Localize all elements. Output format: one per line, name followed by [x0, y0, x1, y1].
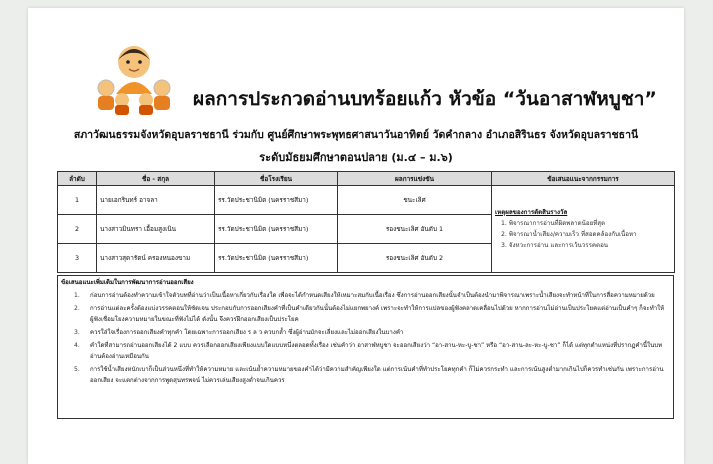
suggestions-box	[57, 275, 674, 419]
suggestions-heading: ข้อเสนอแนะเพิ่มเติมในการพัฒนาการอ่านออกเสียง	[61, 279, 194, 286]
column-header: ลำดับ	[58, 172, 97, 186]
school-cell: รร.วัดประชานิมิต (นครราชสีมา)	[215, 186, 338, 215]
document-page	[28, 8, 684, 464]
page-title: ผลการประกวดอ่านบทร้อยแก้ว หัวข้อ “วันอาสาฬหบูชา”	[193, 88, 657, 110]
result-cell: รองชนะเลิศ อันดับ 2	[338, 244, 492, 273]
criteria-item: 1. พิจารณาการอ่านที่ผิดพลาดน้อยที่สุด	[501, 220, 606, 227]
item-number: 4.	[74, 342, 80, 349]
school-cell: รร.วัดประชานิมิต (นครราชสีมา)	[215, 215, 338, 244]
item-number: 3.	[74, 329, 80, 336]
name-cell: นางสาวมินทรา เอื้อมสูงเนิน	[97, 215, 215, 244]
result-cell: รองชนะเลิศ อันดับ 1	[338, 215, 492, 244]
suggestions-list	[58, 290, 673, 386]
organizer-line: สภาวัฒนธรรมจังหวัดอุบลราชธานี ร่วมกับ ศูนย์ศึกษาพระพุทธศาสนาวันอาทิตย์ วัดคำกลาง อำเภอสิรินธร จังหวัดอุบลราชธานี	[73, 129, 639, 141]
list-item	[74, 303, 667, 325]
education-level: ระดับมัธยมศึกษาตอนปลาย (ม.๔ – ม.๖)	[259, 151, 453, 164]
column-header: ข้อเสนอแนะจากกรรมการ	[492, 172, 675, 186]
buddhist-children-logo	[92, 42, 176, 116]
item-text: คำใดที่สามารถอ่านออกเสียงได้ 2 แบบ ควรเลือกออกเสียงเพียงแบบใดแบบหนึ่งตลอดทั้งเรื่อง เช่นคำว่า อาสาฬหบูชา จะออกเสียงว่า “อา-สาน-หะ-บู-ชา” หรือ “อา-สาน-ละ-หะ-บู-ชา” ก็ได้ แต่ทุกตำแหน่งที่ปรากฏคำนี้ในบทอ่านต้องอ่านเหมือนกัน	[90, 342, 663, 360]
item-number: 2.	[74, 305, 80, 312]
judges-comments-cell	[492, 186, 675, 273]
criteria-item: 3. จังหวะการอ่าน และการเว้นวรรคตอน	[501, 242, 609, 249]
name-cell: นายเอกรินทร์ อาจลา	[97, 186, 215, 215]
column-header: ผลการแข่งขัน	[338, 172, 492, 186]
item-number: 5.	[74, 366, 80, 373]
results-table	[57, 171, 675, 273]
list-item	[74, 290, 667, 301]
rank-cell: 3	[58, 244, 97, 273]
school-cell: รร.วัดประชานิมิต (นครราชสีมา)	[215, 244, 338, 273]
item-number: 1.	[74, 292, 80, 299]
name-cell: นางสาวสุดารัตน์ ครองหนองขาม	[97, 244, 215, 273]
item-text: การใช้น้ำเสียงหนักเบาก็เป็นส่วนหนึ่งที่ทำให้ความหมาย และเน้นย้ำความหมายของคำได้ว่ามีความสำคัญเพียงใด แต่การเน้นคำที่ทำประโยคทุกคำ ก็ไม่ควรกระทำ และการเน้นสูงต่ำมากเกินไปก็ควรทำเช่นกัน เพราะการอ่านออกเสียง จะแตกต่างจากการพูดสุนทรพจน์ ไม่ควรเล่นเสียงสูงต่ำจนเกินควร	[90, 366, 664, 384]
column-header: ชื่อ - สกุล	[97, 172, 215, 186]
criteria-heading: เหตุผลของการตัดสินรางวัล	[495, 209, 568, 216]
column-header: ชื่อโรงเรียน	[215, 172, 338, 186]
rank-cell: 1	[58, 186, 97, 215]
result-cell: ชนะเลิศ	[338, 186, 492, 215]
table-row	[58, 186, 675, 215]
list-item	[74, 340, 667, 362]
criteria-item: 2. พิจารณาน้ำเสียง/ความเร็ว ที่สอดคล้องกับเนื้อหา	[501, 231, 637, 238]
item-text: การอ่านแต่ละครั้งต้องแบ่งวรรคตอนให้ชัดเจน ประกอบกับการออกเสียงคำที่เป็นคำเดียวกันนั้นต้องไม่แยกพยางค์ เพราะจะทำให้การแปลของผู้ฟังคลาดเคลื่อนไปด้วย หากการอ่านไม่อ่านเป็นประโยคแต่อ่านเป็นคำๆ ก็จะทำให้ผู้ฟังเชื่อมโยงความหมายในขณะที่ฟังไม่ได้ ดังนั้น จึงควรฝึกออกเสียงเป็นประโยค	[90, 305, 665, 323]
item-text: ควรใส่ใจเรื่องการออกเสียงคำทุกคำ โดยเฉพาะการออกเสียง ร ล ว ควบกล้ำ ซึ่งผู้อ่านมักจะเลี่ยงและไม่ออกเสียงในบางคำ	[90, 329, 404, 336]
list-item	[74, 364, 667, 386]
rank-cell: 2	[58, 215, 97, 244]
item-text: ก่อนการอ่านต้องทำความเข้าใจตัวบทที่อ่านว่าเป็นเนื้อหาเกี่ยวกับเรื่องใด เพื่อจะได้กำหนดเสียงให้เหมาะสมกับเนื้อเรื่อง ซึ่งการอ่านออกเสียงนั้นจำเป็นต้องนำมาพิจารณาเพราะน้ำเสียงจะทำหน้าที่ในการสื่อความหมายด้วย	[90, 292, 655, 299]
list-item	[74, 327, 667, 338]
table-header-row	[58, 172, 675, 186]
